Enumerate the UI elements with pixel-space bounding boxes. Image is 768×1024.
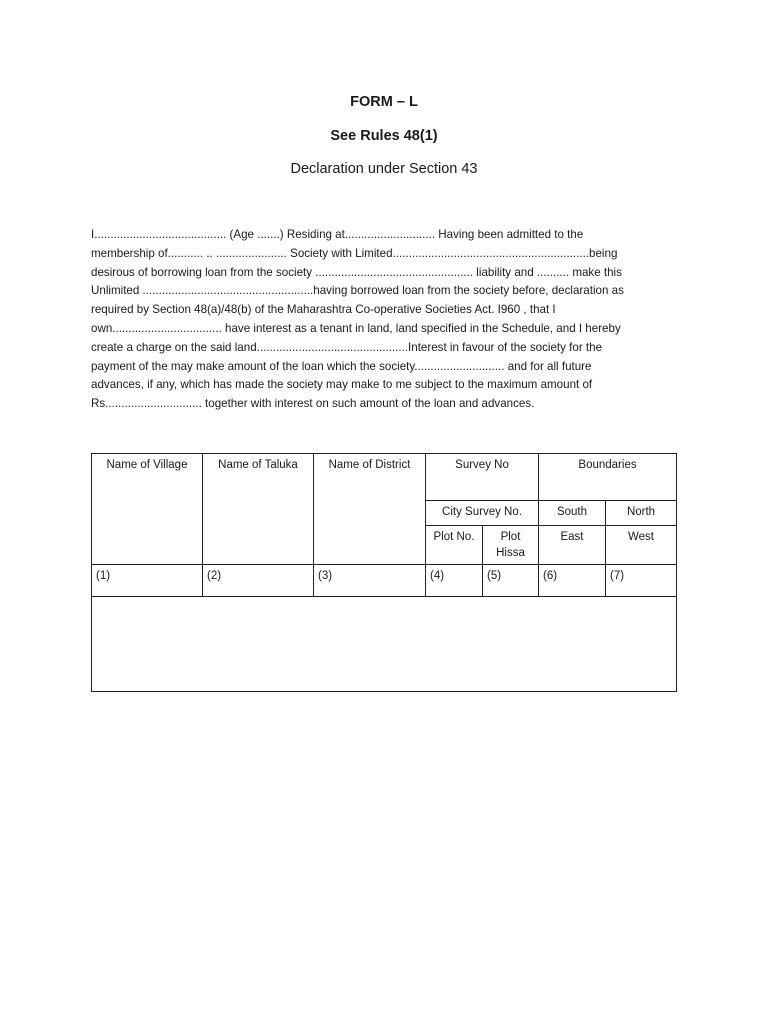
paragraph-line: Unlimited .....................................................having borrowed loan from the society before, declaration as: [91, 284, 624, 298]
paragraph-line: required by Section 48(a)/48(b) of the Maharashtra Co-operative Societies Act. I960 , that I: [91, 303, 556, 317]
schedule-entry-area: [92, 597, 677, 692]
column-number: (1): [92, 565, 203, 597]
paragraph-line: own.................................. have interest as a tenant in land, land specified in the Schedule, and I hereby: [91, 321, 621, 335]
column-number: (4): [426, 565, 483, 597]
declaration-paragraph: [91, 226, 681, 414]
header-west: West: [606, 526, 677, 565]
land-schedule-table: [91, 453, 677, 692]
header-boundaries: Boundaries: [539, 454, 677, 501]
header-village: Name of Village: [92, 454, 203, 565]
header-south: South: [539, 501, 606, 526]
header-survey-no: Survey No: [426, 454, 539, 501]
declaration-title: Declaration under Section 43: [290, 161, 478, 177]
paragraph-line: desirous of borrowing loan from the society ................................................. liability and .......... make this: [91, 265, 622, 279]
header-district: Name of District: [314, 454, 426, 565]
paragraph-line: I......................................... (Age .......) Residing at............................ Having been admitted to the: [91, 228, 584, 241]
form-title: FORM – L: [350, 94, 418, 110]
header-east: East: [539, 526, 606, 565]
paragraph-line: membership of........... .. ...................... Society with Limited.............................................................being: [91, 246, 618, 260]
header-taluka: Name of Taluka: [203, 454, 314, 565]
column-number: (7): [606, 565, 677, 597]
column-number: (2): [203, 565, 314, 597]
column-number: (3): [314, 565, 426, 597]
header-north: North: [606, 501, 677, 526]
header-city-survey: City Survey No.: [426, 501, 539, 526]
rules-reference: See Rules 48(1): [330, 128, 438, 144]
paragraph-line: create a charge on the said land...............................................Interest in favour of the society for the: [91, 340, 603, 354]
header-plot-no: Plot No.: [426, 526, 483, 565]
header-plot-hissa: Plot Hissa: [483, 526, 539, 565]
paragraph-line: Rs.............................. together with interest on such amount of the loan and advances.: [91, 397, 535, 411]
paragraph-line: payment of the may make amount of the loan which the society............................ and for all future: [91, 359, 592, 373]
column-number: (5): [483, 565, 539, 597]
paragraph-line: advances, if any, which has made the society may make to me subject to the maximum amount of: [91, 378, 593, 392]
column-number: (6): [539, 565, 606, 597]
